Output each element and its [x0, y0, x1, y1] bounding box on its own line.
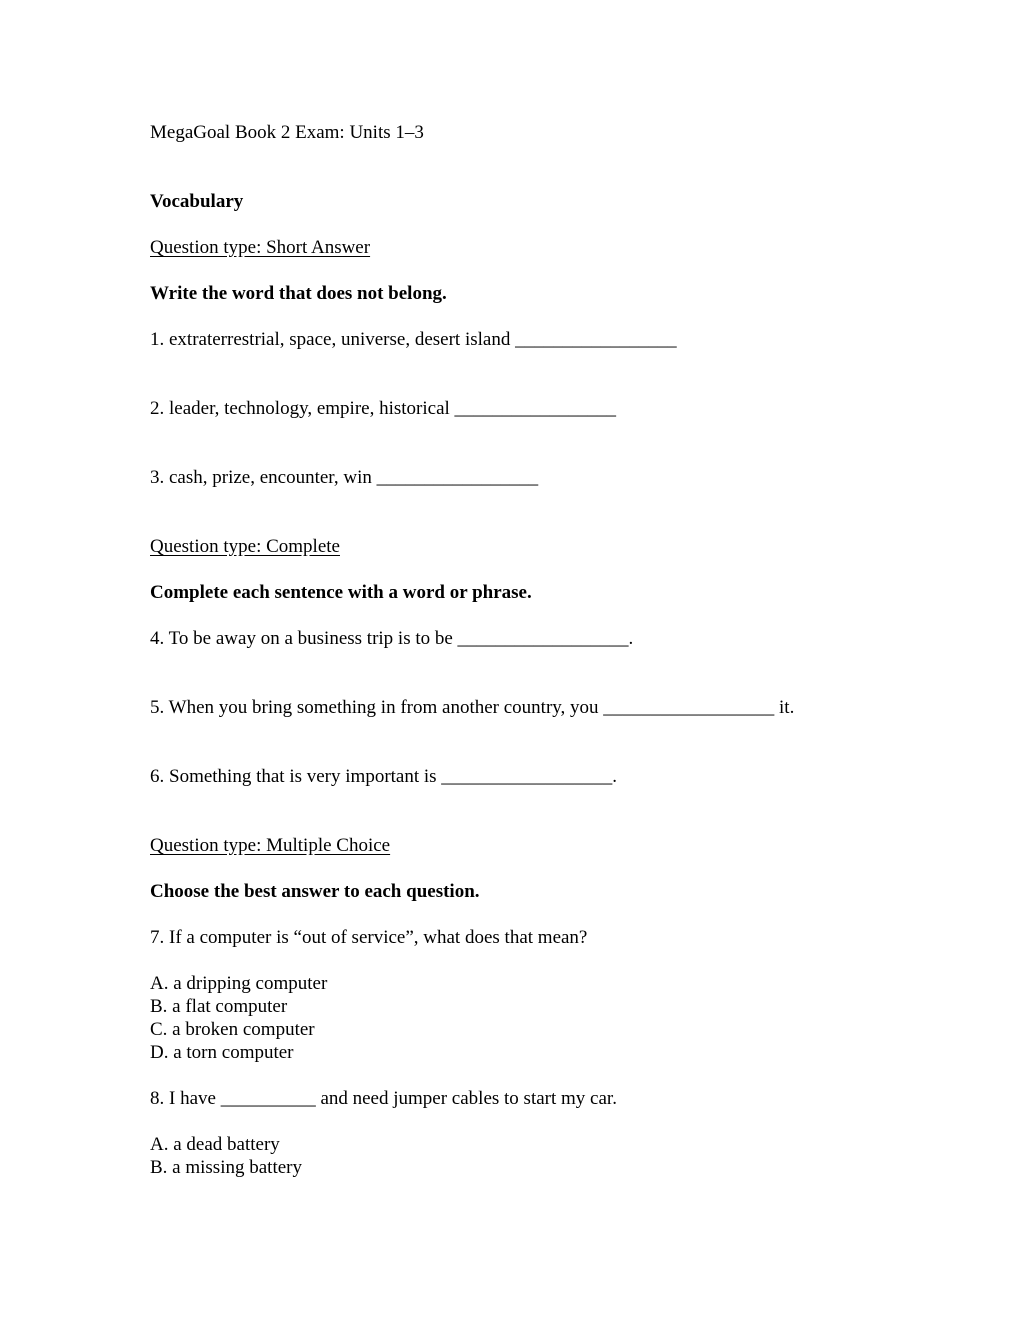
question-3: 3. cash, prize, encounter, win _________________ — [150, 467, 539, 488]
document-title: MegaGoal Book 2 Exam: Units 1–3 — [150, 122, 424, 143]
question-2: 2. leader, technology, empire, historical _________________ — [150, 398, 617, 419]
question-4: 4. To be away on a business trip is to be __________________. — [150, 628, 634, 649]
question-5: 5. When you bring something in from another country, you __________________ it. — [150, 697, 795, 718]
question-6: 6. Something that is very important is __________________. — [150, 766, 618, 787]
question-8: 8. I have __________ and need jumper cables to start my car. — [150, 1088, 617, 1109]
instruction: Write the word that does not belong. — [150, 283, 447, 304]
answer-option: C. a broken computer — [150, 1019, 315, 1040]
answer-option: B. a missing battery — [150, 1157, 302, 1178]
section-heading: Vocabulary — [150, 191, 244, 212]
question-type-label: Question type: Complete — [150, 536, 340, 557]
answer-option: A. a dripping computer — [150, 973, 328, 994]
question-type-label: Question type: Multiple Choice — [150, 835, 391, 856]
instruction: Choose the best answer to each question. — [150, 881, 480, 902]
answer-option: D. a torn computer — [150, 1042, 294, 1063]
answer-option: B. a flat computer — [150, 996, 288, 1017]
instruction: Complete each sentence with a word or phrase. — [150, 582, 532, 603]
answer-option: A. a dead battery — [150, 1134, 280, 1155]
question-1: 1. extraterrestrial, space, universe, desert island _________________ — [150, 329, 677, 350]
question-type-label: Question type: Short Answer — [150, 237, 371, 258]
question-7: 7. If a computer is “out of service”, what does that mean? — [150, 927, 588, 948]
